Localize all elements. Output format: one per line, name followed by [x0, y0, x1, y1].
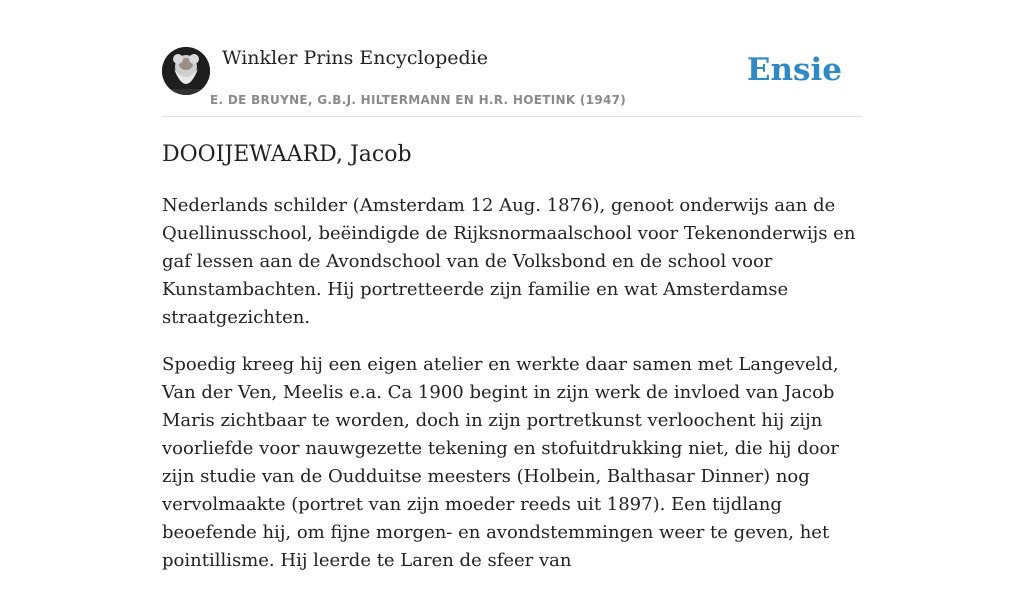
authors-line: E. DE BRUYNE, G.B.J. HILTERMANN EN H.R. HOETINK (1947)	[210, 93, 627, 107]
header	[162, 0, 862, 117]
site-title[interactable]: Winkler Prins Encyclopedie	[222, 47, 488, 69]
avatar[interactable]	[162, 47, 210, 95]
article-paragraph-1: Nederlands schilder (Amsterdam 12 Aug. 1876), genoot onderwijs aan de Quellinusschool, beëindigde de Rijksnormaalschool voor Tekenonderwijs en gaf lessen aan de Avondschool van de Volksbond en de school voor Kunstambachten. Hij portretteerde zijn familie en wat Amsterdamse straatgezichten.	[162, 195, 856, 328]
portrait-icon	[162, 47, 210, 95]
brand-logo-link[interactable]: Ensie	[746, 52, 842, 88]
article-body	[162, 192, 862, 594]
article-title: DOOIJEWAARD, Jacob	[162, 142, 412, 167]
article-paragraph-2: Spoedig kreeg hij een eigen atelier en werkte daar samen met Langeveld, Van der Ven, Meelis e.a. Ca 1900 begint in zijn werk de invloed van Jacob Maris zichtbaar te worden, doch in zijn portretkunst verloochent hij zijn voorliefde voor nauwgezette tekening en stofuitdrukking niet, die hij door zijn studie van de Oudduitse meesters (Holbein, Balthasar Dinner) nog vervolmaakte (portret van zijn moeder reeds uit 1897). Een tijdlang beoefende hij, om fijne morgen- en avondstemmingen weer te geven, het pointillisme. Hij leerde te Laren de sfeer van	[162, 354, 839, 571]
page	[162, 0, 862, 571]
